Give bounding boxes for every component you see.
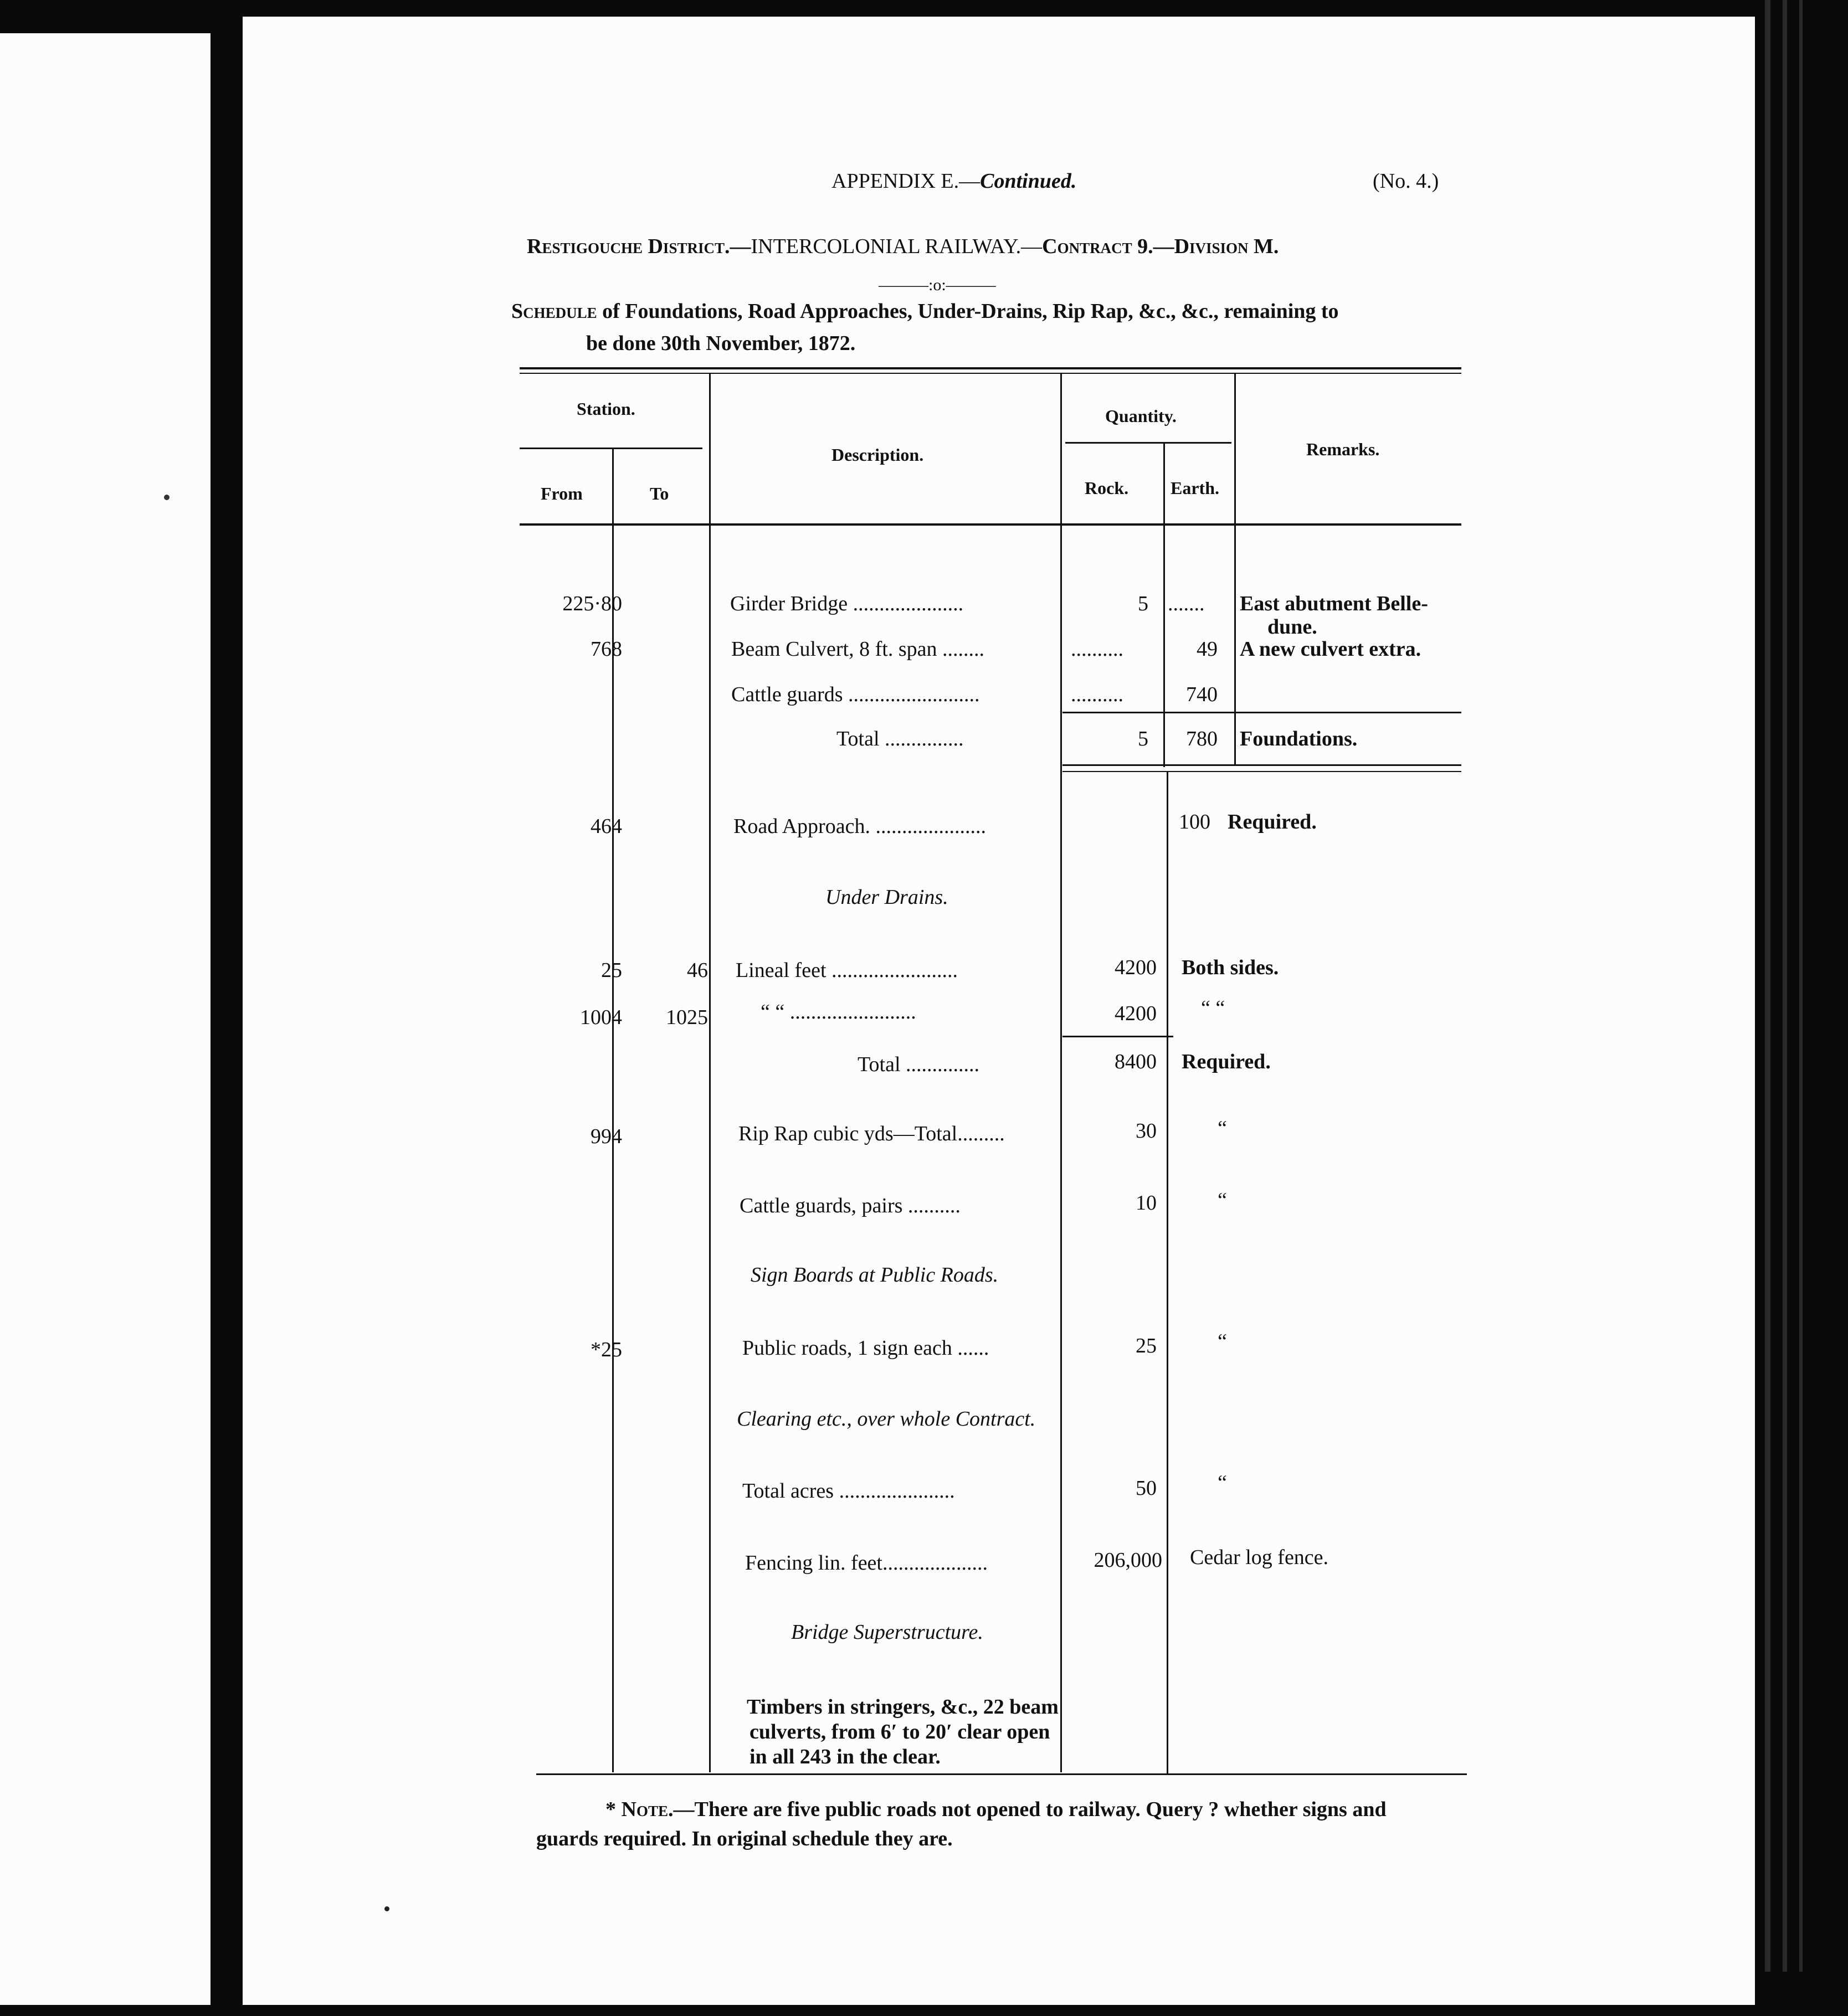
document-page bbox=[243, 17, 1755, 2005]
quantity-cell: 8400 bbox=[1115, 1050, 1157, 1073]
earth-cell: 740 bbox=[1186, 683, 1218, 706]
quantity-cell: 25 bbox=[1136, 1334, 1157, 1357]
page-edge bbox=[1799, 0, 1803, 1972]
remarks-cell: Required. bbox=[1182, 1050, 1271, 1073]
quantity-cell: 50 bbox=[1136, 1477, 1157, 1500]
remarks-cell: Required. bbox=[1228, 810, 1317, 834]
from-cell: 768 bbox=[591, 637, 622, 661]
section-heading: Clearing etc., over whole Contract. bbox=[737, 1407, 1036, 1431]
remarks-header: Remarks. bbox=[1306, 439, 1380, 459]
to-cell: 46 bbox=[687, 959, 708, 982]
remarks-cell: A new culvert extra. bbox=[1240, 637, 1421, 661]
description-cell: Road Approach. ..................... bbox=[733, 815, 986, 838]
quantity-cell: 10 bbox=[1136, 1191, 1157, 1215]
description-cell: Rip Rap cubic yds—Total......... bbox=[738, 1122, 1005, 1145]
to-cell: 1025 bbox=[666, 1006, 708, 1029]
remarks-cell: “ bbox=[1218, 1189, 1227, 1212]
footnote-cont: guards required. In original schedule they are. bbox=[536, 1827, 953, 1850]
station-header: Station. bbox=[577, 399, 635, 419]
appendix-title: APPENDIX E.—Continued. bbox=[831, 169, 1077, 193]
quantity-cell: 30 bbox=[1136, 1119, 1157, 1143]
remarks-cell: “ bbox=[1218, 1471, 1227, 1494]
description-cell: Total acres ...................... bbox=[742, 1479, 955, 1503]
from-cell: 1004 bbox=[580, 1006, 622, 1029]
page-number: (No. 4.) bbox=[1373, 169, 1439, 193]
page-edge bbox=[1765, 0, 1770, 1972]
rock-cell: .......... bbox=[1071, 637, 1123, 661]
quantity-header: Quantity. bbox=[1105, 406, 1177, 426]
left-page bbox=[0, 33, 211, 2005]
description-cell: Total .............. bbox=[858, 1053, 980, 1076]
remarks-cell: “ bbox=[1218, 1117, 1227, 1140]
footnote: * Note.—There are five public roads not opened to railway. Query ? whether signs and bbox=[605, 1798, 1387, 1821]
description-cell: Beam Culvert, 8 ft. span ........ bbox=[731, 637, 984, 661]
description-cell: Cattle guards ......................... bbox=[731, 683, 980, 706]
description-cell: Girder Bridge ..................... bbox=[730, 592, 964, 615]
from-header: From bbox=[541, 484, 583, 503]
from-cell: 225·80 bbox=[562, 592, 622, 615]
separator: ———:o:——— bbox=[879, 276, 996, 294]
rock-cell: 5 bbox=[1138, 727, 1148, 750]
to-header: To bbox=[650, 484, 669, 503]
from-cell: 464 bbox=[591, 815, 622, 838]
remarks-cell: Cedar log fence. bbox=[1190, 1546, 1329, 1569]
rock-header: Rock. bbox=[1085, 478, 1129, 498]
schedule-date: be done 30th November, 1872. bbox=[586, 332, 856, 355]
description-cell: “ “ ........................ bbox=[761, 1000, 916, 1024]
quantity-cell: 100 bbox=[1179, 810, 1210, 834]
description-line: culverts, from 6′ to 20′ clear open bbox=[750, 1720, 1050, 1744]
quantity-cell: 4200 bbox=[1115, 1002, 1157, 1025]
section-heading: Under Drains. bbox=[825, 886, 948, 909]
schedule-title: Schedule of Foundations, Road Approaches, Under-Drains, Rip Rap, &c., &c., remaining to bbox=[511, 300, 1339, 323]
subheader: Restigouche District.—INTERCOLONIAL RAILWAY.—Contract 9.—Division M. bbox=[527, 235, 1279, 258]
quantity-cell: 206,000 bbox=[1094, 1549, 1162, 1572]
description-cell: Fencing lin. feet.................... bbox=[745, 1551, 988, 1575]
speck bbox=[164, 495, 170, 500]
description-header: Description. bbox=[831, 445, 924, 465]
page-edge bbox=[1783, 0, 1787, 1972]
rock-cell: .......... bbox=[1071, 683, 1123, 706]
description-cell: Public roads, 1 sign each ...... bbox=[742, 1336, 989, 1360]
description-cell: Lineal feet ........................ bbox=[736, 959, 958, 982]
remarks-cell: Both sides. bbox=[1182, 956, 1279, 979]
from-cell: 994 bbox=[591, 1125, 622, 1148]
description-line: Timbers in stringers, &c., 22 beam bbox=[747, 1695, 1059, 1719]
description-cell: Total ............... bbox=[836, 727, 964, 750]
remarks-cell: “ bbox=[1218, 1330, 1227, 1353]
earth-header: Earth. bbox=[1171, 478, 1219, 498]
from-cell: *25 bbox=[591, 1338, 622, 1361]
description-cell: Cattle guards, pairs .......... bbox=[740, 1194, 961, 1217]
rock-cell: 5 bbox=[1138, 592, 1148, 615]
section-heading: Bridge Superstructure. bbox=[791, 1621, 983, 1644]
section-heading: Sign Boards at Public Roads. bbox=[751, 1263, 999, 1287]
earth-cell: 49 bbox=[1197, 637, 1218, 661]
earth-cell: ....... bbox=[1168, 592, 1205, 615]
remarks-cell-cont: dune. bbox=[1267, 615, 1317, 639]
earth-cell: 780 bbox=[1186, 727, 1218, 750]
remarks-cell: “ “ bbox=[1201, 996, 1225, 1020]
quantity-cell: 4200 bbox=[1115, 956, 1157, 979]
from-cell: 25 bbox=[601, 959, 622, 982]
description-line: in all 243 in the clear. bbox=[750, 1745, 941, 1768]
remarks-cell: East abutment Belle- bbox=[1240, 592, 1428, 615]
remarks-cell: Foundations. bbox=[1240, 727, 1358, 750]
speck bbox=[384, 1906, 389, 1911]
